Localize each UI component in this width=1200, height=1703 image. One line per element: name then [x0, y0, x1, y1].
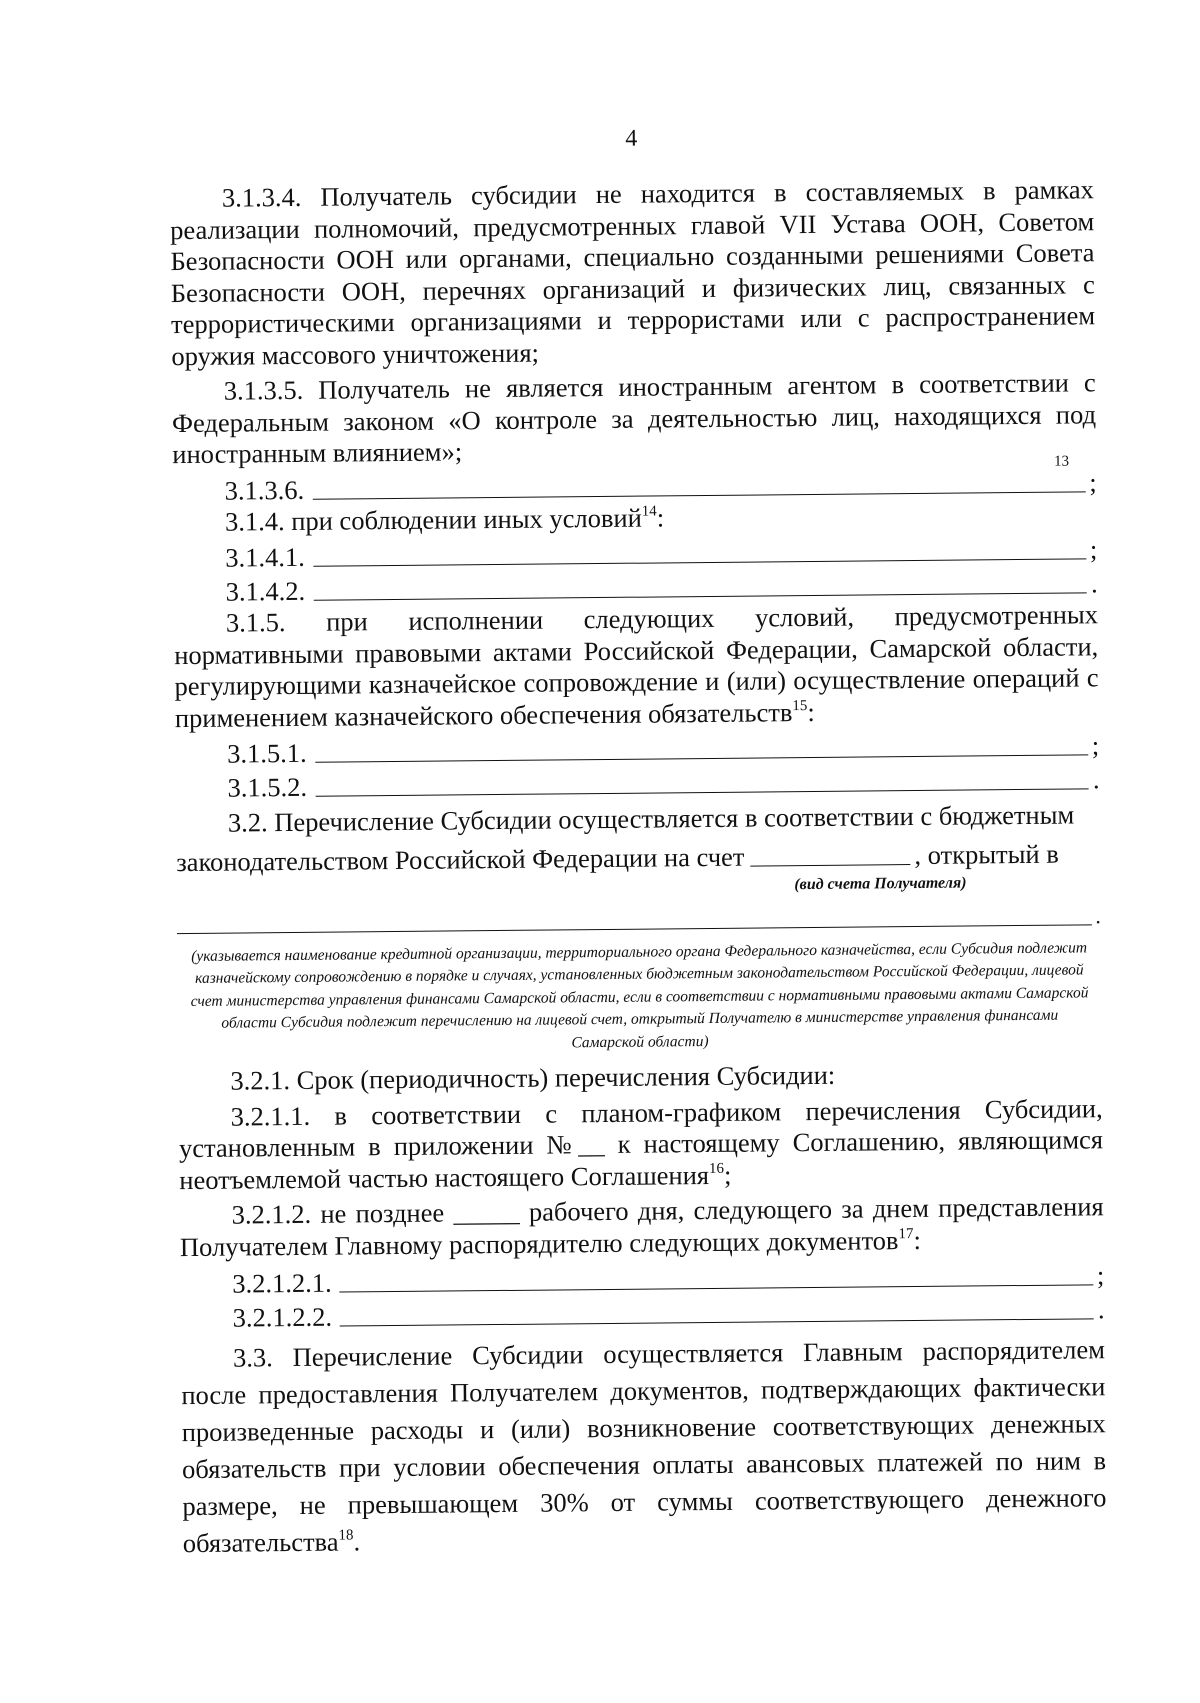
paragraph-text: 3.1.4. при соблюдении иных условий: [224, 502, 642, 537]
day-count-blank: _____: [453, 1197, 520, 1228]
account-line-start: законодательством Российской Федерации на счет: [176, 841, 745, 878]
footnote-ref-18: 18: [338, 1527, 354, 1544]
paragraph-text-start: 3.2.1.2. не позднее: [231, 1197, 445, 1231]
semicolon: ;: [723, 1159, 732, 1190]
fill-line-label: 3.2.1.2.2.: [232, 1301, 333, 1333]
period: .: [353, 1526, 361, 1557]
blank-line: [315, 735, 1088, 763]
line-end-punct: .: [1097, 1293, 1105, 1324]
blank-line: [177, 924, 1091, 934]
footnote-ref-13: 13: [1053, 453, 1070, 470]
paragraph-3-2-1-2: [180, 1192, 1105, 1264]
fill-line-label: 3.1.5.1.: [227, 738, 307, 770]
line-end-punct: ;: [1089, 467, 1097, 498]
blank-line: [312, 453, 1085, 499]
blank-line: [315, 769, 1089, 797]
paragraph-text-end: рабочего дня, следующего за днем представления Получателем Главному распорядителю следующих документов: [179, 1191, 1104, 1263]
fill-line-label: 3.1.3.6.: [224, 474, 305, 506]
account-type-blank: [750, 844, 910, 867]
line-end-punct: .: [1095, 903, 1101, 929]
paragraph-text: 3.3. Перечисление Субсидии осуществляется Главным распорядителем после предоставления Получателем документов, подтверждающих фактически произведенные расходы и (или) возникновение соответствующих денежных обязательств при условии обеспечения оплаты авансовых платежей по ним в размере, не превышающем 30% от суммы соответствующего денежного обязательства: [181, 1333, 1107, 1559]
paragraph-3-1-3-4: 3.1.3.4. Получатель субсидии не находится в составляемых в рамках реализации полномочий, предусмотренных главой VII Устава ООН, Советом Безопасности ООН или органами, специально созданными решениями Совета Безопасности ООН, перечнях организаций и физических лиц, связанных с террористическими организациями и террористами или с распространением оружия массового уничтожения;: [170, 174, 1096, 371]
fill-line-label: 3.2.1.2.1.: [232, 1267, 332, 1299]
fill-line-3-2-1-2-2: [180, 1293, 1104, 1334]
blank-line: [340, 1264, 1093, 1292]
blank-line: [313, 573, 1087, 601]
fill-line-3-1-5-2: [175, 764, 1099, 805]
paragraph-3-2-1-1: [179, 1093, 1104, 1196]
colon: :: [656, 502, 665, 533]
paragraph-3-3: [181, 1331, 1107, 1562]
fill-line-label: 3.1.5.2.: [227, 772, 308, 804]
line-end-punct: ;: [1089, 534, 1098, 565]
paragraph-3-2: 3.2. Перечисление Субсидии осуществляется в соответствии с бюджетным: [227, 799, 1075, 839]
line-end-punct: .: [1090, 568, 1098, 599]
account-line-end: , открытый в: [914, 838, 1059, 870]
footnote-ref-15: 15: [792, 697, 808, 715]
line-end-punct: ;: [1091, 730, 1100, 761]
line-end-punct: ;: [1096, 1259, 1105, 1290]
colon: :: [807, 696, 815, 727]
footnote-ref-16: 16: [708, 1160, 725, 1177]
fill-line-label: 3.1.4.2.: [225, 576, 306, 607]
paragraph-text: 3.1.5. при исполнении следующих условий, предусмотренных нормативными правовыми актами Российской Федерации, Самарской области, регулирующими казначейское сопровождение и (или) осуществление операций с применением казначейского обеспечения обязательств: [174, 599, 1099, 734]
footnote-ref-14: 14: [641, 503, 657, 520]
colon: :: [913, 1224, 922, 1256]
account-line: [176, 837, 1100, 878]
bank-name-hint: (указывается наименование кредитной организации, территориального органа Федерального казначейства, если Субсидия подлежит казначейскому сопровождению в порядке и случаях, установленных бюджетным законодательством Российской Федерации, лицевой счет министерства управления финансами Самарской области, если в соответствии с нормативными правовыми актами Самарской области Субсидия подлежит перечислению на лицевой счет, открытый Получателю в министерстве управления финансами Самарской области): [190, 939, 1089, 1052]
paragraph-text: 3.2.1.1. в соответствии с планом-графиком перечисления Субсидии, установленным в приложении №__ к настоящему Соглашению, являющимся неотъемлемой частью настоящего Соглашения: [178, 1093, 1104, 1195]
bank-name-blank: [177, 899, 1101, 938]
fill-line-label: 3.1.4.1.: [225, 542, 305, 573]
paragraph-3-2-1: 3.2.1. Срок (периодичность) перечисления Субсидии:: [230, 1060, 836, 1096]
page-number: 4: [625, 125, 638, 152]
line-end-punct: .: [1092, 764, 1100, 795]
account-type-hint: (вид счета Получателя): [794, 874, 967, 894]
paragraph-3-1-5: [174, 600, 1099, 735]
footnote-ref-17: 17: [898, 1226, 914, 1243]
blank-line: [313, 539, 1086, 567]
paragraph-3-1-3-5: 3.1.3.5. Получатель не является иностранным агентом в соответствии с Федеральным законом «О контроле за деятельностью лиц, находящихся под иностранным влиянием»;: [171, 367, 1097, 470]
blank-line: [340, 1298, 1094, 1326]
